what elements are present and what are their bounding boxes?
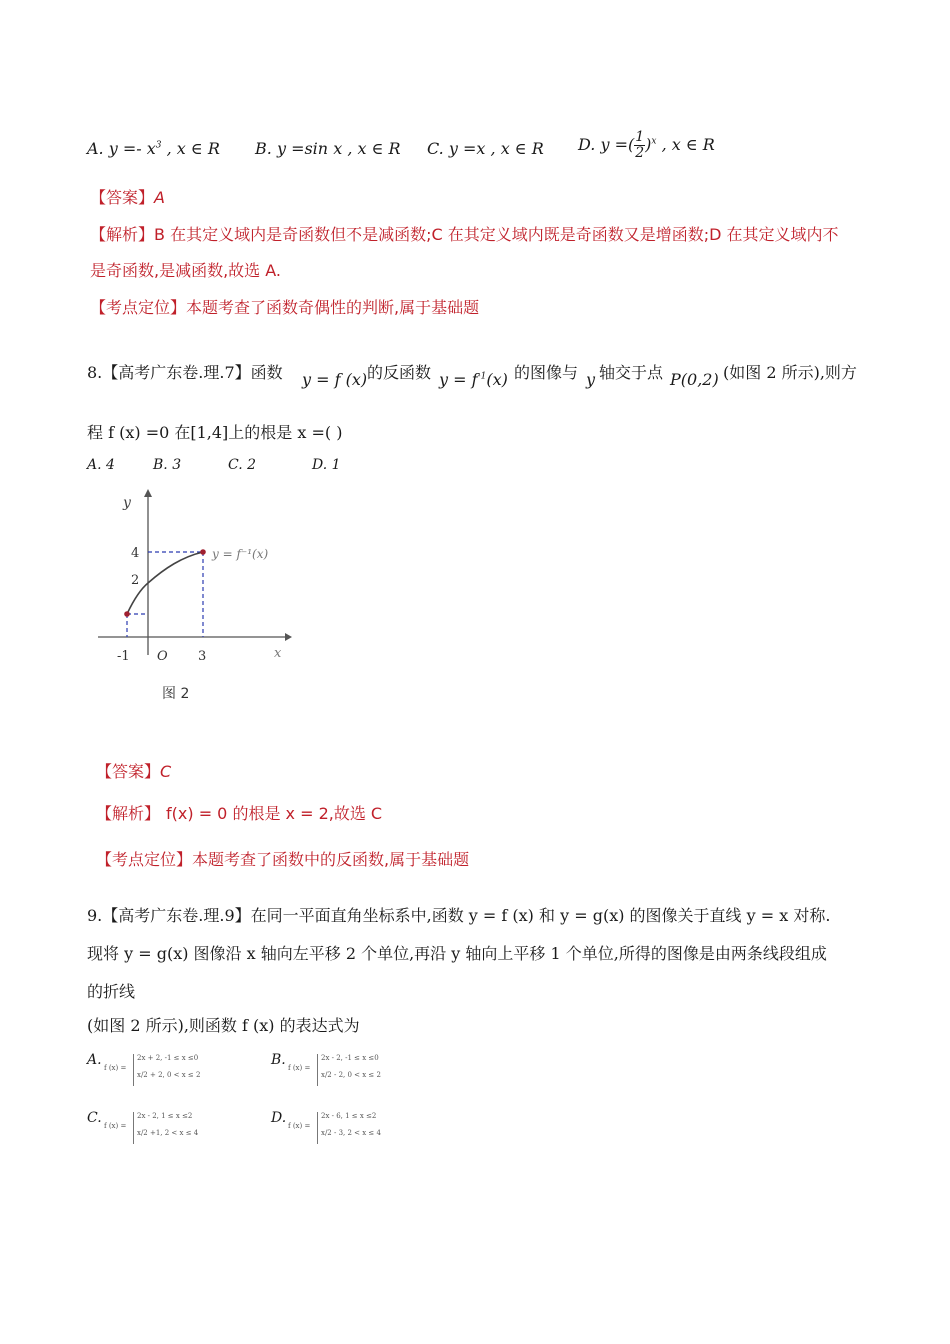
q8-point [96,847,469,870]
q8-analysis [96,801,382,824]
y-axis-arrow [144,489,152,497]
q8-option-a: A. 4 [87,457,115,473]
q7-option-d [578,130,715,161]
answer-value: C [160,762,172,781]
answer-label: 【答案】 [90,188,155,207]
q9-stem-line1: 9.【高考广东卷.理.9】在同一平面直角坐标系中,函数 y = f (x) 和 y = g(x) 的图像关于直线 y = x 对称. [87,906,831,925]
q8-point: P(0,2) [670,370,719,389]
option-case2: x/2 +1, 2 < x ≤ 4 [137,1129,199,1137]
option-exponent: x [651,136,657,147]
point-text: 本题考查了函数奇偶性的判断,属于基础题 [186,298,480,317]
figure-caption: 图 2 [162,686,190,702]
fraction-denominator: 2 [635,145,645,161]
q8-inverse-function [439,370,508,389]
brace [317,1112,318,1144]
tick-label-2: 2 [131,573,140,588]
q7-option-c [427,139,544,158]
option-lhs: f (x) = [104,1064,127,1072]
q8-function: y = f (x) [302,370,368,389]
q8-option-b: B. 3 [153,457,182,473]
option-condition: , x ∈ R [490,139,544,158]
analysis-text: B 在其定义域内是奇函数但不是减函数;C 在其定义域内既是奇函数又是增函数;D 在其定义域内不 [154,225,839,244]
q8-yvar: y [586,370,596,389]
option-letter: D. [578,135,596,154]
point-label: 【考点定位】 [90,298,187,317]
q8-stem-line1 [87,360,877,392]
option-lhs: f (x) = [288,1064,311,1072]
inverse-base: y = f [439,370,478,389]
option-letter: A. [87,1052,102,1068]
fraction-numerator: 1 [635,129,645,145]
analysis-text: 是奇函数,是减函数,故选 A. [90,261,282,280]
q8-option-c: C. 2 [228,457,257,473]
q7-option-b [255,139,401,158]
point-text: 本题考查了函数中的反函数,属于基础题 [192,850,470,869]
tick-label-3: 3 [198,649,207,664]
point-label: 【考点定位】 [96,850,193,869]
q7-analysis-line1 [90,222,839,245]
option-expression: y =sin x [276,139,343,158]
q8-mid1: 的反函数 [367,363,432,382]
answer-label: 【答案】 [96,762,161,781]
q7-option-a [87,139,220,158]
origin-label: O [157,649,168,664]
option-letter: B. [271,1052,286,1068]
brace [317,1054,318,1086]
option-case2: x/2 - 2, 0 < x ≤ 2 [321,1071,381,1079]
option-condition: , x ∈ R [166,139,220,158]
option-lhs: f (x) = [104,1122,127,1130]
fraction [634,130,645,161]
brace [133,1112,134,1144]
option-condition: , x ∈ R [347,139,401,158]
q8-stem-line2: 程 f (x) =0 在[1,4]上的根是 x =( ) [87,423,343,442]
y-axis-label: y [123,495,131,511]
q8-option-d: D. 1 [312,457,341,473]
option-exponent: 3 [155,140,162,151]
option-case1: 2x - 6, 1 ≤ x ≤2 [321,1112,377,1120]
tick-label-4: 4 [131,546,140,561]
option-case1: 2x + 2, -1 ≤ x ≤0 [137,1054,199,1062]
q7-analysis-line2 [90,258,281,281]
q7-point [90,295,479,318]
q7-answer [90,185,165,208]
q9-option-d [271,1108,431,1148]
inverse-exponent: -1 [477,371,487,382]
option-expression: y =x [448,139,486,158]
option-case1: 2x - 2, 1 ≤ x ≤2 [137,1112,193,1120]
q8-tail: (如图 2 所示),则方 [723,363,857,382]
analysis-label: 【解析】 [90,225,155,244]
tick-label-neg1: -1 [117,649,130,664]
q8-mid3: 轴交于点 [599,363,664,382]
option-condition: , x ∈ R [661,135,715,154]
option-expression-post: ) [645,135,652,154]
answer-value: A [154,188,165,207]
endpoint-left [124,611,130,617]
x-axis-arrow [285,633,292,641]
option-letter: C. [427,139,444,158]
q9-option-b [271,1050,431,1090]
option-letter: D. [271,1110,287,1126]
endpoint-right [200,549,206,555]
brace [133,1054,134,1086]
q8-answer [96,759,171,782]
option-case1: 2x - 2, -1 ≤ x ≤0 [321,1054,379,1062]
option-lhs: f (x) = [288,1122,311,1130]
option-case2: x/2 - 3, 2 < x ≤ 4 [321,1129,381,1137]
analysis-label: 【解析】 [96,804,161,823]
q9-option-a [87,1050,247,1090]
option-expression-pre: y =( [600,135,635,154]
q8-prefix: 8.【高考广东卷.理.7】函数 [87,363,283,382]
inverse-arg: (x) [486,370,508,389]
option-expression: y =- x [108,139,156,158]
option-letter: C. [87,1110,102,1126]
x-axis-label: x [274,646,282,661]
q9-stem-line4: (如图 2 所示),则函数 f (x) 的表达式为 [87,1016,360,1035]
analysis-text: f(x) = 0 的根是 x = 2,故选 C [166,804,383,823]
q8-mid2: 的图像与 [514,363,579,382]
figure-2-graph [90,485,300,705]
q9-stem-line2: 现将 y = g(x) 图像沿 x 轴向左平移 2 个单位,再沿 y 轴向上平移 1 个单位,所得的图像是由两条线段组成 [87,944,827,963]
q9-stem-line3: 的折线 [87,982,136,1001]
option-letter: B. [255,139,272,158]
option-case2: x/2 + 2, 0 < x ≤ 2 [137,1071,201,1079]
curve-label: y = f⁻¹(x) [212,547,269,561]
q9-option-c [87,1108,247,1148]
option-letter: A. [87,139,104,158]
